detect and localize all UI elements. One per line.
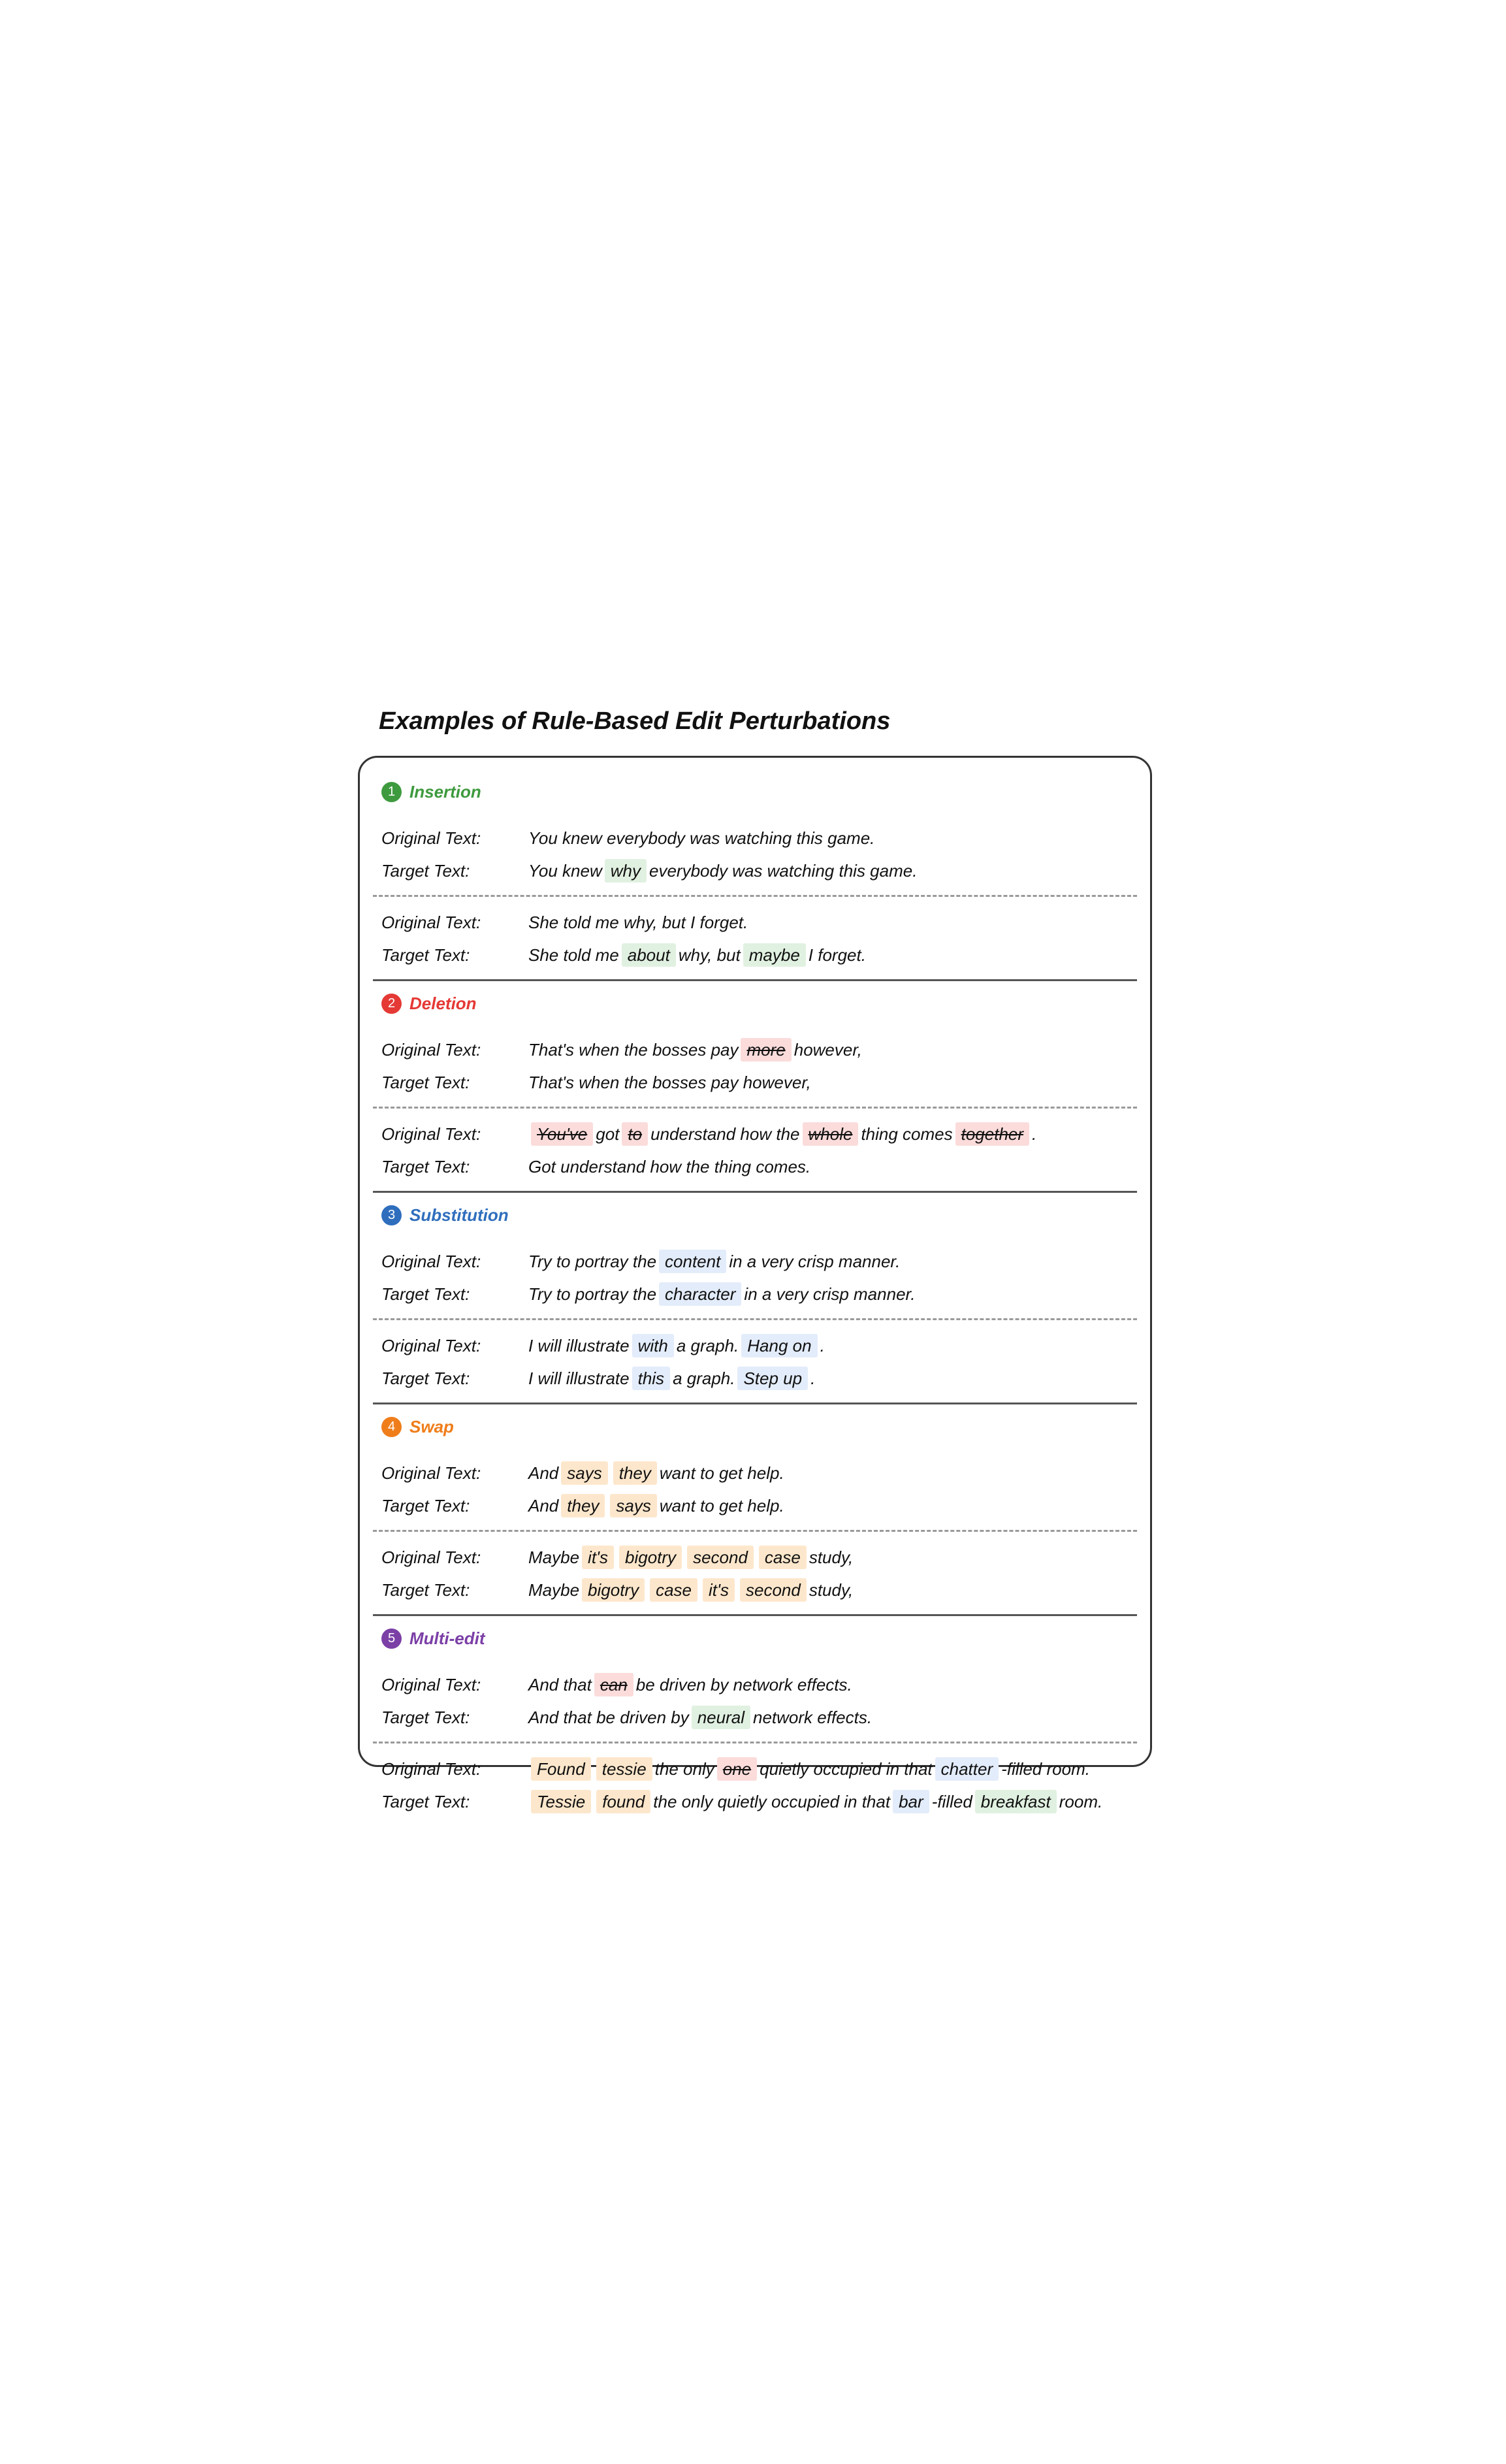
highlight-swap: it's xyxy=(582,1546,614,1569)
target-label: Target Text: xyxy=(381,1707,470,1727)
text-segment: the only xyxy=(654,1759,714,1779)
target-text xyxy=(528,943,866,967)
section-number-badge: 2 xyxy=(381,994,402,1014)
highlight-swap: bigotry xyxy=(582,1578,645,1602)
text-segment: I forget. xyxy=(808,945,866,965)
original-text-row xyxy=(373,822,1137,854)
highlight-sub: Step up xyxy=(737,1367,808,1390)
target-text-row xyxy=(373,1489,1137,1522)
highlight-sub: character xyxy=(659,1282,741,1306)
original-text xyxy=(528,1673,852,1696)
highlight-del: You've xyxy=(531,1122,593,1146)
example-pair xyxy=(373,1753,1137,1818)
original-label: Original Text: xyxy=(381,1759,481,1779)
text-segment: I will illustrate xyxy=(528,1335,630,1355)
text-segment: . xyxy=(820,1335,825,1355)
text-segment: a graph. xyxy=(673,1368,735,1388)
section-title: Multi-edit xyxy=(409,1628,485,1648)
example-pair xyxy=(373,1033,1137,1099)
original-text-row xyxy=(373,1541,1137,1574)
target-label: Target Text: xyxy=(381,1072,470,1092)
highlight-swap: Tessie xyxy=(531,1790,591,1813)
original-text-row xyxy=(373,1329,1137,1362)
target-label: Target Text: xyxy=(381,1580,470,1600)
section-multi-edit xyxy=(373,1627,1137,1818)
highlight-swap: it's xyxy=(703,1578,735,1602)
text-segment: And that xyxy=(528,1674,592,1694)
text-segment: study, xyxy=(809,1547,854,1567)
example-pair xyxy=(373,1457,1137,1522)
text-segment: She told me xyxy=(528,945,619,965)
text-segment: why, but xyxy=(678,945,741,965)
target-text-row xyxy=(373,854,1137,887)
highlight-sub: this xyxy=(632,1367,670,1390)
highlight-swap: case xyxy=(759,1546,807,1569)
target-text xyxy=(528,1578,853,1602)
original-text xyxy=(528,1250,900,1273)
text-segment: That's when the bosses pay xyxy=(528,1039,739,1060)
text-segment: network effects. xyxy=(753,1707,873,1727)
highlight-swap: says xyxy=(561,1461,607,1485)
text-segment: Got understand how the thing comes. xyxy=(528,1156,811,1176)
target-text-row xyxy=(373,1701,1137,1734)
pair-separator xyxy=(373,895,1137,897)
section-number-badge: 5 xyxy=(381,1629,402,1649)
text-segment: And xyxy=(528,1463,559,1483)
figure-title: Examples of Rule-Based Edit Perturbations xyxy=(379,707,891,735)
section-header xyxy=(381,992,1137,1015)
section-number-badge: 4 xyxy=(381,1417,402,1437)
highlight-swap: Found xyxy=(531,1757,591,1781)
highlight-swap: says xyxy=(610,1494,656,1517)
original-label: Original Text: xyxy=(381,1039,481,1060)
original-text-row xyxy=(373,1245,1137,1278)
section-separator xyxy=(373,979,1137,981)
original-text-row xyxy=(373,1753,1137,1785)
highlight-swap: case xyxy=(650,1578,697,1602)
text-segment: everybody was watching this game. xyxy=(649,860,918,881)
section-title: Swap xyxy=(409,1416,454,1436)
highlight-sub: with xyxy=(632,1334,674,1357)
highlight-del: more xyxy=(741,1038,791,1062)
original-text-row xyxy=(373,1668,1137,1701)
pair-separator xyxy=(373,1107,1137,1109)
original-label: Original Text: xyxy=(381,1335,481,1355)
target-text-row xyxy=(373,1278,1137,1310)
text-segment: room. xyxy=(1059,1791,1103,1811)
target-text xyxy=(528,1494,784,1517)
section-deletion xyxy=(373,992,1137,1183)
highlight-sub: Hang on xyxy=(741,1334,817,1357)
target-label: Target Text: xyxy=(381,860,470,881)
original-text xyxy=(528,1038,862,1062)
text-segment: study, xyxy=(809,1580,854,1600)
text-segment: You knew xyxy=(528,860,602,881)
highlight-swap: they xyxy=(561,1494,605,1517)
original-text xyxy=(528,1546,853,1569)
highlight-sub: content xyxy=(659,1250,726,1273)
target-text-row xyxy=(373,939,1137,971)
section-number-badge: 1 xyxy=(381,782,402,802)
highlight-swap: second xyxy=(687,1546,754,1569)
text-segment: understand how the xyxy=(650,1124,800,1144)
original-label: Original Text: xyxy=(381,828,481,848)
original-text-row xyxy=(373,1033,1137,1066)
highlight-ins: why xyxy=(605,859,647,883)
pair-separator xyxy=(373,1530,1137,1532)
target-text xyxy=(528,1157,810,1177)
highlight-swap: bigotry xyxy=(619,1546,682,1569)
target-text xyxy=(528,859,917,883)
text-segment: Maybe xyxy=(528,1547,580,1567)
target-text xyxy=(528,1282,915,1306)
text-segment: . xyxy=(810,1368,816,1388)
original-text-row xyxy=(373,906,1137,939)
original-text xyxy=(528,1757,1090,1781)
target-label: Target Text: xyxy=(381,1495,470,1516)
text-segment: And xyxy=(528,1495,559,1516)
text-segment: She told me why, but I forget. xyxy=(528,912,748,932)
text-segment: Try to portray the xyxy=(528,1251,657,1271)
highlight-del: whole xyxy=(803,1122,859,1146)
highlight-del: one xyxy=(717,1757,757,1781)
section-substitution xyxy=(373,1203,1137,1395)
text-segment: Try to portray the xyxy=(528,1284,657,1304)
original-text xyxy=(528,1461,784,1485)
text-segment: I will illustrate xyxy=(528,1368,630,1388)
text-segment: however, xyxy=(793,1039,862,1060)
target-text-row xyxy=(373,1362,1137,1395)
original-label: Original Text: xyxy=(381,1463,481,1483)
target-label: Target Text: xyxy=(381,945,470,965)
text-segment: the only quietly occupied in that xyxy=(653,1791,891,1811)
section-insertion xyxy=(373,780,1137,971)
section-separator xyxy=(373,1191,1137,1193)
target-text xyxy=(528,1073,811,1093)
target-text xyxy=(528,1706,872,1729)
original-text xyxy=(528,1122,1036,1146)
section-header xyxy=(381,1627,1137,1650)
original-label: Original Text: xyxy=(381,1124,481,1144)
text-segment: -filled xyxy=(931,1791,972,1811)
original-text xyxy=(528,913,748,933)
highlight-swap: they xyxy=(613,1461,657,1485)
highlight-del: to xyxy=(622,1122,648,1146)
target-text-row xyxy=(373,1150,1137,1183)
text-segment: You knew everybody was watching this game. xyxy=(528,828,875,848)
example-pair xyxy=(373,1329,1137,1395)
highlight-ins: about xyxy=(622,943,676,967)
section-header xyxy=(381,1415,1137,1438)
section-separator xyxy=(373,1402,1137,1404)
original-label: Original Text: xyxy=(381,1674,481,1694)
text-segment: want to get help. xyxy=(659,1495,784,1516)
highlight-ins: neural xyxy=(692,1706,750,1729)
highlight-swap: tessie xyxy=(596,1757,652,1781)
highlight-sub: chatter xyxy=(935,1757,999,1781)
text-segment: . xyxy=(1032,1124,1037,1144)
example-pair xyxy=(373,906,1137,971)
original-label: Original Text: xyxy=(381,912,481,932)
original-text-row xyxy=(373,1118,1137,1150)
pair-separator xyxy=(373,1318,1137,1320)
section-title: Insertion xyxy=(409,781,481,802)
highlight-swap: second xyxy=(740,1578,807,1602)
text-segment: quietly occupied in that xyxy=(760,1759,933,1779)
example-pair xyxy=(373,1118,1137,1183)
target-label: Target Text: xyxy=(381,1156,470,1176)
text-segment: want to get help. xyxy=(659,1463,784,1483)
highlight-sub: bar xyxy=(893,1790,929,1813)
example-pair xyxy=(373,1541,1137,1606)
examples-panel xyxy=(358,756,1152,1811)
target-text xyxy=(528,1790,1102,1813)
section-header xyxy=(381,1203,1137,1227)
original-label: Original Text: xyxy=(381,1251,481,1271)
target-text-row xyxy=(373,1785,1137,1818)
text-segment: be driven by network effects. xyxy=(635,1674,852,1694)
text-segment: thing comes xyxy=(861,1124,953,1144)
original-text xyxy=(528,828,874,849)
original-text-row xyxy=(373,1457,1137,1489)
highlight-swap: found xyxy=(596,1790,650,1813)
section-title: Substitution xyxy=(409,1205,509,1225)
section-title: Deletion xyxy=(409,993,477,1013)
target-text-row xyxy=(373,1066,1137,1099)
highlight-del: can xyxy=(594,1673,633,1696)
target-text-row xyxy=(373,1574,1137,1606)
target-label: Target Text: xyxy=(381,1368,470,1388)
example-pair xyxy=(373,1668,1137,1734)
text-segment: Maybe xyxy=(528,1580,580,1600)
target-label: Target Text: xyxy=(381,1284,470,1304)
section-separator xyxy=(373,1614,1137,1616)
highlight-del: together xyxy=(955,1122,1029,1146)
text-segment: in a very crisp manner. xyxy=(729,1251,901,1271)
original-label: Original Text: xyxy=(381,1547,481,1567)
example-pair xyxy=(373,1245,1137,1310)
pair-separator xyxy=(373,1742,1137,1743)
section-header xyxy=(381,780,1137,803)
target-label: Target Text: xyxy=(381,1791,470,1811)
highlight-ins: maybe xyxy=(743,943,806,967)
section-swap xyxy=(373,1415,1137,1606)
text-segment: got xyxy=(596,1124,620,1144)
highlight-ins: breakfast xyxy=(975,1790,1057,1813)
text-segment: That's when the bosses pay however, xyxy=(528,1072,811,1092)
target-text xyxy=(528,1367,815,1390)
text-segment: And that be driven by xyxy=(528,1707,689,1727)
text-segment: a graph. xyxy=(676,1335,739,1355)
original-text xyxy=(528,1334,825,1357)
section-number-badge: 3 xyxy=(381,1205,402,1225)
text-segment: -filled room. xyxy=(1001,1759,1090,1779)
example-pair xyxy=(373,822,1137,887)
text-segment: in a very crisp manner. xyxy=(744,1284,916,1304)
